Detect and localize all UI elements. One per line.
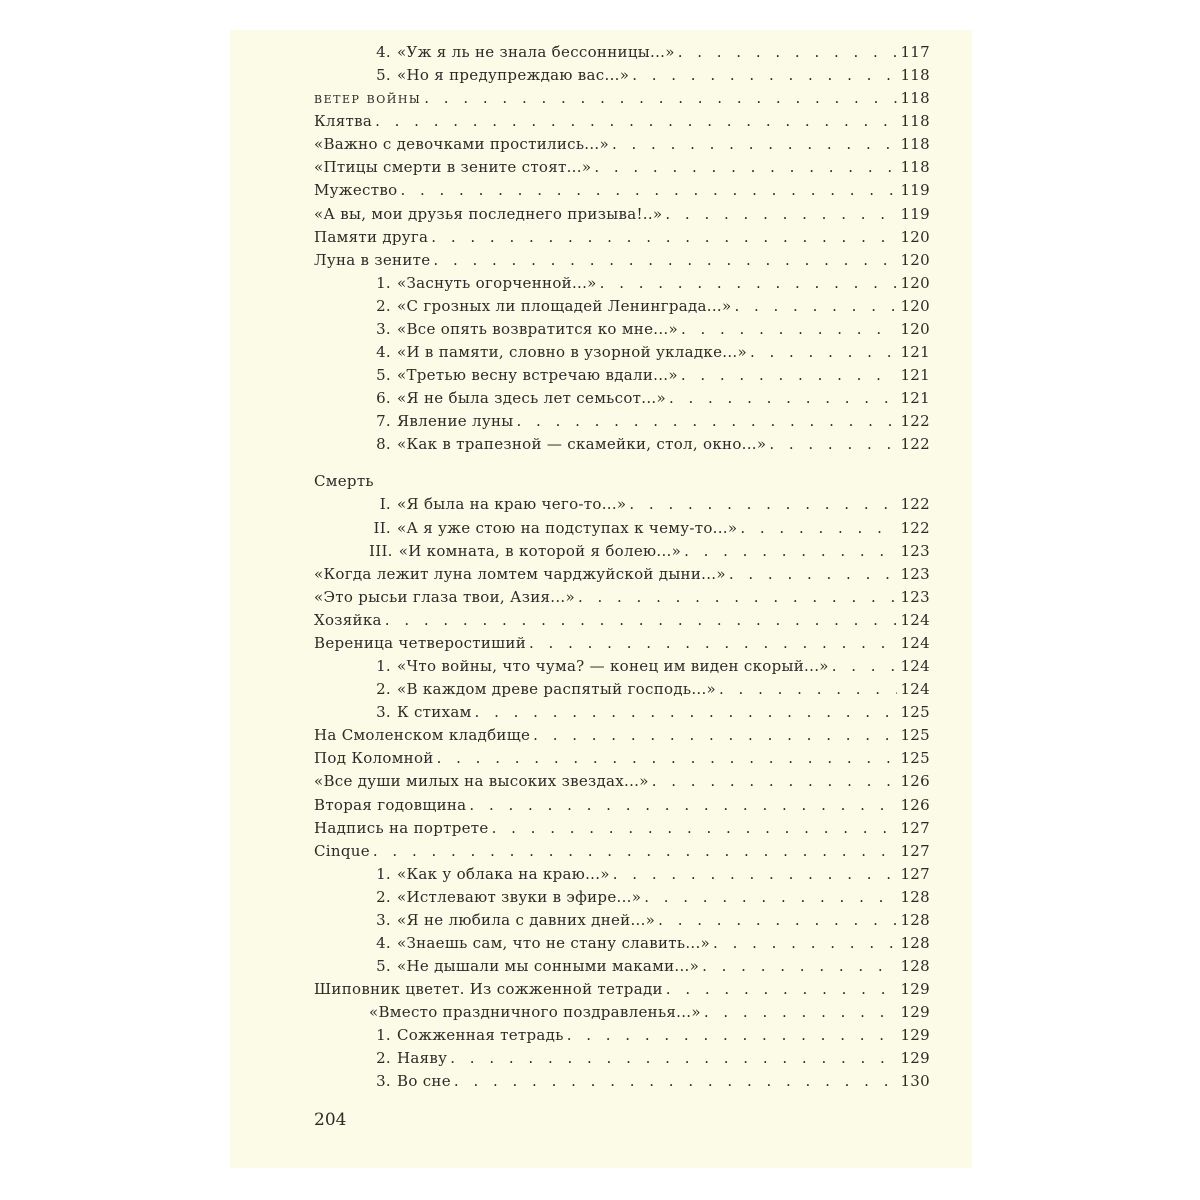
- toc-entry-title: [314, 842, 370, 860]
- toc-entry-number: 3.: [376, 910, 391, 929]
- toc-entry-title: [314, 472, 374, 490]
- dot-leader: [450, 1049, 897, 1067]
- toc-entry-page: 129: [900, 980, 930, 999]
- toc-entry-text: Во сне: [397, 1072, 451, 1091]
- toc-entry-title: [314, 819, 489, 837]
- dot-leader: [719, 680, 897, 698]
- dot-leader: [684, 542, 897, 560]
- toc-entry-title: [314, 980, 663, 998]
- dot-leader: [594, 158, 897, 176]
- dot-leader: [600, 274, 897, 292]
- toc-entry-text: Шиповник цветет. Из сожженной тетради: [314, 980, 663, 999]
- toc-entry-page: 120: [900, 250, 930, 269]
- toc-entry: [314, 389, 930, 412]
- toc-entry-number: 7.: [376, 412, 391, 431]
- dot-leader: [613, 865, 897, 883]
- dot-leader: [750, 343, 897, 361]
- toc-entry-page: 125: [900, 726, 930, 745]
- toc-entry-title: [314, 181, 397, 199]
- toc-entry-text: Явление луны: [397, 412, 514, 431]
- toc-entry-page: 117: [900, 43, 930, 61]
- toc-entry-title: [369, 297, 731, 315]
- toc-entry-page: 121: [900, 389, 930, 408]
- toc-entry: [314, 158, 930, 181]
- toc-entry-number: I.: [379, 495, 391, 514]
- toc-entry: [314, 980, 930, 1003]
- toc-entry-page: 121: [900, 366, 930, 385]
- toc-entry-title: [314, 796, 466, 814]
- toc-entry-page: 126: [900, 772, 930, 791]
- toc-entry-text: «Как в трапезной — скамейки, стол, окно...»: [397, 435, 767, 454]
- toc-entry: [314, 749, 930, 772]
- toc-entry-title: [369, 934, 710, 952]
- toc-entry: [314, 274, 930, 297]
- toc-entry-text: «Уж я ль не знала бессонницы...»: [397, 43, 675, 61]
- dot-leader: [632, 66, 897, 84]
- toc-entry-text: Вереница четверостиший: [314, 633, 527, 652]
- toc-entry-title: [314, 135, 609, 153]
- table-of-contents: [314, 43, 930, 1096]
- toc-entry: [314, 228, 930, 251]
- toc-entry: [314, 112, 930, 135]
- dot-leader: [681, 320, 897, 338]
- toc-entry-text: Под Коломной: [314, 749, 434, 768]
- toc-entry-title: [314, 251, 430, 269]
- dot-leader: [437, 749, 897, 767]
- toc-entry-page: 128: [900, 933, 930, 952]
- toc-entry-number: 2.: [376, 680, 391, 699]
- toc-entry-number: 3.: [376, 1072, 391, 1091]
- dot-leader: [400, 181, 897, 199]
- toc-entry-number: 2.: [376, 296, 391, 315]
- toc-entry-title: [314, 634, 526, 652]
- toc-entry-text: Смерть: [314, 472, 374, 491]
- toc-entry: [314, 1003, 930, 1026]
- toc-entry: [314, 680, 930, 703]
- toc-entry-text: «Знаешь сам, что не стану славить...»: [397, 933, 711, 952]
- toc-entry-number: 5.: [376, 66, 391, 85]
- toc-entry-number: 1.: [376, 864, 391, 883]
- toc-entry: [314, 495, 930, 518]
- toc-entry-title: [314, 772, 649, 790]
- page-number: 204: [314, 1110, 347, 1130]
- toc-entry-page: 123: [900, 564, 930, 583]
- toc-entry-text: «Третью весну встречаю вдали...»: [397, 366, 678, 385]
- dot-leader: [769, 435, 897, 453]
- dot-leader: [373, 842, 897, 860]
- toc-entry-title: [369, 657, 829, 675]
- toc-entry: [314, 205, 930, 228]
- toc-entry-title: [314, 205, 662, 223]
- toc-entry-number: 2.: [376, 1049, 391, 1068]
- dot-leader: [678, 43, 897, 61]
- toc-entry-number: 2.: [376, 887, 391, 906]
- toc-entry: [314, 1049, 930, 1072]
- toc-entry-title: [369, 495, 626, 513]
- toc-entry-page: 129: [900, 1049, 930, 1068]
- toc-entry: [314, 343, 930, 366]
- toc-entry-page: 127: [900, 864, 930, 883]
- toc-entry-text: Сожженная тетрадь: [397, 1026, 564, 1045]
- toc-entry-title: [369, 435, 766, 453]
- toc-entry-title: [369, 911, 655, 929]
- toc-entry-title: [369, 1003, 701, 1021]
- toc-entry-number: 3.: [376, 703, 391, 722]
- toc-entry: [314, 611, 930, 634]
- toc-entry-title: [369, 389, 666, 407]
- toc-entry-page: 124: [900, 657, 930, 676]
- dot-leader: [832, 657, 897, 675]
- toc-entry-number: 3.: [376, 319, 391, 338]
- dot-leader: [740, 519, 897, 537]
- dot-leader: [375, 112, 897, 130]
- dot-leader: [734, 297, 897, 315]
- toc-entry-page: 129: [900, 1026, 930, 1045]
- toc-entry-text: «Я не была здесь лет семьсот...»: [397, 389, 666, 408]
- toc-entry: [314, 135, 930, 158]
- toc-entry-page: 123: [900, 541, 930, 560]
- toc-entry-page: 124: [900, 633, 930, 652]
- toc-entry-page: 129: [900, 1003, 930, 1022]
- toc-entry-text: Клятва: [314, 112, 373, 131]
- dot-leader: [578, 588, 897, 606]
- toc-entry-page: 122: [900, 495, 930, 514]
- toc-entry-title: [369, 43, 675, 61]
- toc-entry-title: [369, 320, 678, 338]
- toc-entry: [314, 412, 930, 435]
- toc-entry-number: 6.: [376, 389, 391, 408]
- toc-entry-text: «Птицы смерти в зените стоят...»: [314, 158, 592, 177]
- toc-entry-text: «Важно с девочками простились...»: [314, 135, 609, 154]
- toc-entry-title: [369, 519, 737, 537]
- dot-leader: [644, 888, 897, 906]
- toc-entry-number: 4.: [376, 933, 391, 952]
- toc-entry-text: К стихам: [397, 703, 472, 722]
- toc-entry-page: 119: [900, 181, 930, 200]
- dot-leader: [567, 1026, 897, 1044]
- toc-entry-page: 128: [900, 957, 930, 976]
- toc-entry-number: 4.: [376, 43, 391, 61]
- toc-entry-page: 118: [900, 89, 930, 108]
- toc-entry-title: [369, 680, 716, 698]
- toc-entry-text: «Все опять возвратится ко мне...»: [397, 319, 678, 338]
- toc-entry-number: 5.: [376, 957, 391, 976]
- dot-leader: [424, 89, 897, 107]
- toc-entry-text: «Когда лежит луна ломтем чарджуйской дыни...»: [314, 564, 726, 583]
- toc-entry-number: 5.: [376, 366, 391, 385]
- toc-entry-title: [314, 158, 591, 176]
- toc-entry-text: Хозяйка: [314, 610, 382, 629]
- dot-leader: [652, 772, 897, 790]
- toc-entry-title: [369, 865, 610, 883]
- toc-entry-page: 126: [900, 795, 930, 814]
- dot-leader: [385, 611, 897, 629]
- toc-entry-title: [369, 1026, 564, 1044]
- toc-entry-title: [369, 703, 472, 721]
- toc-entry-text: Луна в зените: [314, 250, 431, 269]
- toc-entry-title: [369, 366, 678, 384]
- toc-entry-page: 120: [900, 273, 930, 292]
- toc-entry-text: «Но я предупреждаю вас...»: [397, 66, 630, 85]
- toc-entry: [314, 366, 930, 389]
- toc-entry-number: 4.: [376, 343, 391, 362]
- dot-leader: [702, 957, 897, 975]
- toc-entry: [314, 435, 930, 458]
- toc-entry: [314, 542, 930, 565]
- toc-entry-title: [369, 542, 681, 560]
- toc-entry-title: [314, 112, 372, 130]
- dot-leader: [704, 1003, 897, 1021]
- toc-entry-title: [369, 343, 747, 361]
- toc-entry: [314, 819, 930, 842]
- toc-entry-title: [369, 957, 699, 975]
- toc-entry-text: «А я уже стою на подступах к чему-то...»: [397, 518, 738, 537]
- toc-entry-text: «Я не любила с давних дней...»: [397, 910, 656, 929]
- toc-entry-page: 125: [900, 749, 930, 768]
- toc-entry-text: «И комната, в которой я болею...»: [398, 541, 682, 560]
- toc-entry-page: 127: [900, 841, 930, 860]
- toc-entry: [314, 911, 930, 934]
- toc-entry-page: 120: [900, 296, 930, 315]
- toc-entry-page: 130: [900, 1072, 930, 1091]
- toc-entry: [314, 1072, 930, 1095]
- dot-leader: [629, 495, 897, 513]
- toc-entry-page: 128: [900, 887, 930, 906]
- toc-entry-text: «В каждом древе распятый господь...»: [397, 680, 717, 699]
- toc-entry: [314, 66, 930, 89]
- toc-entry-text: «Это рысьи глаза твои, Азия...»: [314, 587, 575, 606]
- toc-entry-page: 122: [900, 412, 930, 431]
- toc-entry-text: «Как у облака на краю...»: [397, 864, 610, 883]
- dot-leader: [713, 934, 897, 952]
- toc-entry: [314, 588, 930, 611]
- toc-entry: [314, 772, 930, 795]
- toc-entry-text: «Все души милых на высоких звездах...»: [314, 772, 649, 791]
- toc-entry-page: 128: [900, 910, 930, 929]
- toc-entry-title: [369, 274, 597, 292]
- toc-entry: [314, 657, 930, 680]
- dot-leader: [612, 135, 897, 153]
- dot-leader: [433, 251, 897, 269]
- toc-entry-title: [314, 749, 434, 767]
- toc-entry-number: 8.: [376, 435, 391, 454]
- toc-entry-text: ветер войны: [314, 89, 422, 108]
- dot-leader: [469, 796, 897, 814]
- toc-entry-text: Вторая годовщина: [314, 795, 467, 814]
- toc-entry-title: [369, 1049, 447, 1067]
- toc-entry: [314, 181, 930, 204]
- toc-entry-page: 120: [900, 227, 930, 246]
- toc-entry: [314, 251, 930, 274]
- toc-entry-title: [314, 89, 421, 107]
- toc-entry-page: 127: [900, 818, 930, 837]
- dot-leader: [658, 911, 897, 929]
- dot-leader: [431, 228, 897, 246]
- toc-entry-text: Памяти друга: [314, 227, 429, 246]
- toc-entry-number: 1.: [376, 1026, 391, 1045]
- toc-entry-text: «Вместо праздничного поздравленья...»: [369, 1003, 701, 1022]
- toc-entry-title: [314, 588, 575, 606]
- toc-entry-title: [314, 726, 530, 744]
- toc-entry-number: III.: [369, 541, 393, 560]
- toc-entry-page: 118: [900, 112, 930, 131]
- toc-entry-text: «И в памяти, словно в узорной укладке...»: [397, 343, 747, 362]
- toc-entry-text: Наяву: [397, 1049, 448, 1068]
- toc-entry-page: 119: [900, 204, 930, 223]
- toc-entry-page: 122: [900, 435, 930, 454]
- toc-entry: [314, 865, 930, 888]
- toc-entry: [314, 43, 930, 66]
- toc-entry-text: «Истлевают звуки в эфире...»: [397, 887, 642, 906]
- toc-entry: [314, 934, 930, 957]
- dot-leader: [729, 565, 897, 583]
- toc-entry: [314, 703, 930, 726]
- toc-entry: [314, 1026, 930, 1049]
- toc-entry: [314, 89, 930, 112]
- toc-entry-title: [369, 1072, 451, 1090]
- toc-entry: [314, 320, 930, 343]
- toc-entry-text: Надпись на портрете: [314, 818, 489, 837]
- toc-entry-text: Cinque: [314, 841, 370, 860]
- dot-leader: [681, 366, 897, 384]
- toc-entry-page: 124: [900, 680, 930, 699]
- toc-entry-page: 118: [900, 158, 930, 177]
- toc-entry-number: II.: [373, 518, 391, 537]
- dot-leader: [492, 819, 897, 837]
- dot-leader: [669, 389, 897, 407]
- toc-entry-text: «Не дышали мы сонными маками...»: [397, 957, 700, 976]
- toc-entry: [314, 565, 930, 588]
- toc-entry: [314, 297, 930, 320]
- toc-entry-title: [314, 565, 726, 583]
- toc-entry-page: 122: [900, 518, 930, 537]
- toc-entry: [314, 726, 930, 749]
- toc-entry-title: [369, 888, 641, 906]
- toc-entry-text: «Заснуть огорченной...»: [397, 273, 597, 292]
- toc-entry-page: 121: [900, 343, 930, 362]
- toc-entry-title: [314, 228, 428, 246]
- toc-entry: [314, 472, 930, 495]
- toc-entry-text: «Что войны, что чума? — конец им виден скорый...»: [397, 657, 829, 676]
- toc-entry-number: 1.: [376, 273, 391, 292]
- toc-entry-text: Мужество: [314, 181, 398, 200]
- toc-entry-title: [314, 611, 382, 629]
- dot-leader: [517, 412, 898, 430]
- toc-entry-page: 120: [900, 319, 930, 338]
- dot-leader: [665, 205, 897, 223]
- toc-entry-page: 125: [900, 703, 930, 722]
- toc-entry-text: «А вы, мои друзья последнего призыва!..»: [314, 204, 663, 223]
- dot-leader: [454, 1072, 897, 1090]
- toc-entry-title: [369, 412, 514, 430]
- toc-entry-page: 118: [900, 66, 930, 85]
- toc-entry: [314, 519, 930, 542]
- dot-leader: [666, 980, 897, 998]
- dot-leader: [529, 634, 897, 652]
- toc-entry-page: 124: [900, 610, 930, 629]
- toc-entry-text: На Смоленском кладбище: [314, 726, 531, 745]
- dot-leader: [475, 703, 897, 721]
- toc-entry: [314, 634, 930, 657]
- toc-entry: [314, 796, 930, 819]
- toc-entry-number: 1.: [376, 657, 391, 676]
- toc-entry: [314, 888, 930, 911]
- toc-entry-page: 118: [900, 135, 930, 154]
- toc-entry-page: 123: [900, 587, 930, 606]
- toc-entry-text: «Я была на краю чего-то...»: [397, 495, 627, 514]
- toc-entry-text: «С грозных ли площадей Ленинграда...»: [397, 296, 732, 315]
- toc-entry-title: [369, 66, 629, 84]
- toc-entry: [314, 957, 930, 980]
- toc-entry: [314, 842, 930, 865]
- dot-leader: [533, 726, 897, 744]
